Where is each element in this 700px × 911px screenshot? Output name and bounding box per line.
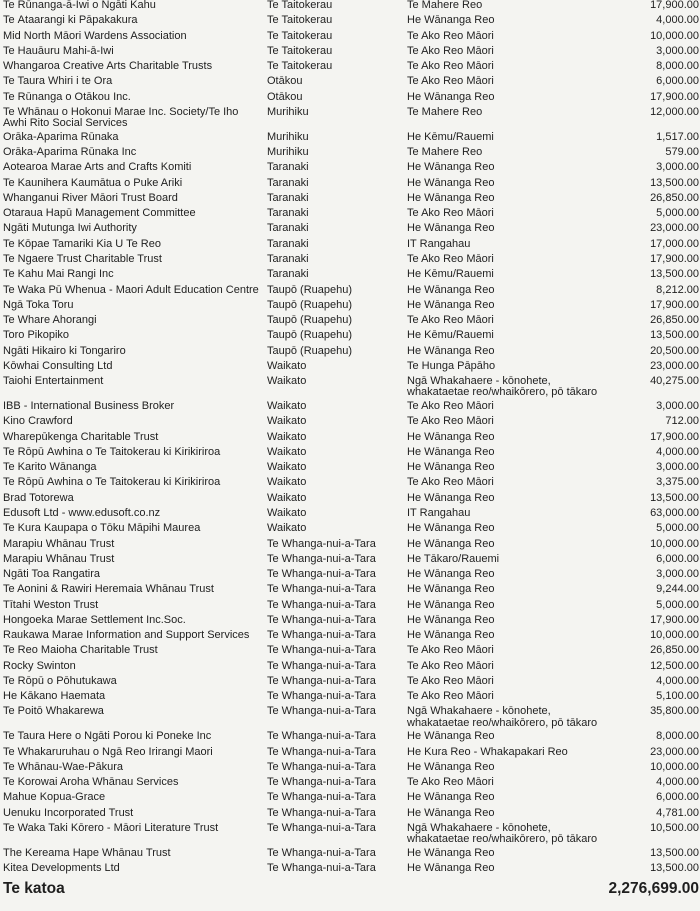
- recipient-name: Hongoeka Marae Settlement Inc.Soc.: [3, 614, 186, 626]
- category-cell: He Wānanga Reo: [407, 523, 495, 535]
- recipient-name: Te Reo Maioha Charitable Trust: [3, 645, 158, 657]
- category-cell: He Wānanga Reo: [407, 569, 495, 581]
- amount-cell: 10,000.00: [650, 538, 699, 550]
- table-row: [3, 298, 699, 313]
- recipient-name: Te Kaunihera Kaumātua o Puke Ariki: [3, 177, 183, 189]
- amount-cell: 3,375.00: [656, 477, 699, 489]
- table-row: [3, 674, 699, 689]
- amount-cell: 3,000.00: [656, 569, 699, 581]
- amount-cell: 8,212.00: [656, 284, 699, 296]
- amount-cell: 13,500.00: [650, 848, 699, 860]
- category-cell: He Wānanga Reo: [407, 431, 495, 443]
- amount-cell: 6,000.00: [656, 76, 699, 88]
- grants-table: [3, 0, 699, 898]
- region-cell: Taupō (Ruapehu): [267, 315, 353, 327]
- category-cell: He Kēmu/Rauemi: [407, 269, 494, 281]
- region-cell: Ōtākou: [267, 91, 303, 103]
- amount-cell: 8,000.00: [656, 731, 699, 743]
- category-cell: He Wānanga Reo: [407, 731, 495, 743]
- table-row: [3, 221, 699, 236]
- category-cell: Te Ako Reo Māori: [407, 253, 494, 265]
- region-cell: Te Whanga-nui-a-Tara: [267, 584, 376, 596]
- amount-cell: 5,000.00: [656, 523, 699, 535]
- recipient-name: Te Ngaere Trust Charitable Trust: [3, 253, 162, 265]
- region-cell: Te Whanga-nui-a-Tara: [267, 777, 376, 789]
- category-cell: Te Ako Reo Māori: [407, 76, 494, 88]
- region-cell: Te Whanga-nui-a-Tara: [267, 660, 376, 672]
- recipient-name: Wharepūkenga Charitable Trust: [3, 431, 159, 443]
- recipient-name: Otaraua Hapū Management Committee: [3, 208, 196, 220]
- table-row: [3, 13, 699, 28]
- recipient-name: The Kereama Hape Whānau Trust: [3, 848, 171, 860]
- amount-cell: 3,000.00: [656, 462, 699, 474]
- region-cell: Te Whanga-nui-a-Tara: [267, 630, 376, 642]
- category-cell: IT Rangahau: [407, 507, 471, 519]
- recipient-name: Taiohi Entertainment: [3, 376, 104, 388]
- region-cell: Te Whanga-nui-a-Tara: [267, 863, 376, 875]
- amount-cell: 17,900.00: [650, 253, 699, 265]
- amount-cell: 1,517.00: [656, 131, 699, 143]
- table-row: [3, 206, 699, 221]
- table-row: [3, 729, 699, 744]
- category-cell: He Wānanga Reo: [407, 446, 495, 458]
- category-cell: He Wānanga Reo: [407, 630, 495, 642]
- category-cell: He Wānanga Reo: [407, 284, 495, 296]
- amount-cell: 17,900.00: [650, 299, 699, 311]
- recipient-name: Mid North Māori Wardens Association: [3, 30, 187, 42]
- region-cell: Te Whanga-nui-a-Tara: [267, 645, 376, 657]
- recipient-name: Ngāti Hikairo ki Tongariro: [3, 345, 126, 357]
- recipient-name: Te Ātaarangi ki Pāpakakura: [3, 15, 138, 27]
- amount-cell: 26,850.00: [650, 645, 699, 657]
- table-row: [3, 44, 699, 59]
- category-cell: He Wānanga Reo: [407, 614, 495, 626]
- recipient-name: Te Aonini & Rawiri Heremaia Whānau Trust: [3, 584, 214, 596]
- table-row: [3, 775, 699, 790]
- recipient-name: Ngā Toka Toru: [3, 299, 74, 311]
- recipient-name: Te Rūnanga-ā-Iwi o Ngāti Kahu: [3, 0, 156, 11]
- total-label: Te katoa: [3, 879, 65, 897]
- table-row: [3, 613, 699, 628]
- recipient-name: Te Whānau-Wae-Pākura: [3, 761, 124, 773]
- table-row: [3, 130, 699, 145]
- recipient-name: Brad Totorewa: [3, 492, 74, 504]
- category-cell: Te Hunga Pāpāho: [407, 360, 496, 372]
- region-cell: Waikato: [267, 462, 307, 474]
- recipient-name: He Kākano Haemata: [3, 691, 106, 703]
- recipient-name: Te Whare Ahorangi: [3, 315, 97, 327]
- table-row: [3, 430, 699, 445]
- table-row: [3, 283, 699, 298]
- region-cell: Waikato: [267, 401, 307, 413]
- amount-cell: 17,900.00: [650, 431, 699, 443]
- category-cell: He Wānanga Reo: [407, 192, 495, 204]
- table-row: [3, 267, 699, 282]
- region-cell: Waikato: [267, 523, 307, 535]
- category-cell: He Wānanga Reo: [407, 584, 495, 596]
- region-cell: Taupō (Ruapehu): [267, 330, 353, 342]
- table-row: [3, 521, 699, 536]
- category-cell: He Wānanga Reo: [407, 863, 495, 875]
- region-cell: Waikato: [267, 507, 307, 519]
- recipient-name: Te Rūnanga o Ōtākou Inc.: [3, 91, 131, 103]
- category-cell: He Wānanga Reo: [407, 792, 495, 804]
- region-cell: Murihiku: [267, 106, 309, 118]
- region-cell: Taranaki: [267, 192, 309, 204]
- recipient-name: Te Korowai Aroha Whānau Services: [3, 777, 179, 789]
- category-cell: Te Ako Reo Māori: [407, 477, 494, 489]
- category-cell: He Wānanga Reo: [407, 538, 495, 550]
- table-row: [3, 552, 699, 567]
- recipient-name: Kitea Developments Ltd: [3, 863, 120, 875]
- table-row: [3, 598, 699, 613]
- category-cell: He Tākaro/Rauemi: [407, 553, 500, 565]
- category-cell: He Wānanga Reo: [407, 599, 495, 611]
- category-cell: He Wānanga Reo: [407, 492, 495, 504]
- table-row: [3, 176, 699, 191]
- table-row: [3, 704, 699, 729]
- region-cell: Te Whanga-nui-a-Tara: [267, 538, 376, 550]
- region-cell: Waikato: [267, 360, 307, 372]
- amount-cell: 13,500.00: [650, 863, 699, 875]
- grants-table-body: [3, 0, 699, 877]
- table-row: [3, 628, 699, 643]
- category-cell: He Wānanga Reo: [407, 462, 495, 474]
- recipient-name: Tītahi Weston Trust: [3, 599, 99, 611]
- table-row: [3, 191, 699, 206]
- amount-cell: 13,500.00: [650, 177, 699, 189]
- table-row: [3, 659, 699, 674]
- recipient-name: Whanganui River Māori Trust Board: [3, 192, 178, 204]
- recipient-name: Te Rōpū Āwhina o Te Taitokerau ki Kirikiriroa: [3, 446, 221, 458]
- amount-cell: 6,000.00: [656, 553, 699, 565]
- amount-cell: 8,000.00: [656, 61, 699, 73]
- table-row: [3, 237, 699, 252]
- region-cell: Te Whanga-nui-a-Tara: [267, 823, 376, 835]
- table-row: [3, 790, 699, 805]
- amount-cell: 4,000.00: [656, 15, 699, 27]
- amount-cell: 3,000.00: [656, 401, 699, 413]
- recipient-name: Kōwhai Consulting Ltd: [3, 360, 113, 372]
- amount-cell: 6,000.00: [656, 792, 699, 804]
- category-cell: IT Rangahau: [407, 238, 471, 250]
- amount-cell: 12,000.00: [650, 106, 699, 118]
- category-cell: Te Ako Reo Māori: [407, 315, 494, 327]
- table-row: [3, 414, 699, 429]
- region-cell: Murihiku: [267, 147, 309, 159]
- recipient-name: Te Taura Whiri i te Ora: [3, 76, 113, 88]
- table-row: [3, 90, 699, 105]
- recipient-name: Uenuku Incorporated Trust: [3, 807, 134, 819]
- amount-cell: 26,850.00: [650, 315, 699, 327]
- region-cell: Taupō (Ruapehu): [267, 284, 353, 296]
- table-row: [3, 313, 699, 328]
- category-cell: Te Ako Reo Māori: [407, 30, 494, 42]
- region-cell: Te Whanga-nui-a-Tara: [267, 746, 376, 758]
- table-row: [3, 445, 699, 460]
- category-cell: He Wānanga Reo: [407, 848, 495, 860]
- amount-cell: 63,000.00: [650, 507, 699, 519]
- region-cell: Te Whanga-nui-a-Tara: [267, 691, 376, 703]
- table-row: [3, 374, 699, 399]
- recipient-name: IBB - International Business Broker: [3, 401, 175, 413]
- region-cell: Waikato: [267, 492, 307, 504]
- region-cell: Taranaki: [267, 162, 309, 174]
- table-row: [3, 328, 699, 343]
- amount-cell: 10,000.00: [650, 30, 699, 42]
- category-cell: He Wānanga Reo: [407, 761, 495, 773]
- region-cell: Taranaki: [267, 253, 309, 265]
- table-row: [3, 821, 699, 846]
- table-row: [3, 399, 699, 414]
- recipient-name: Rocky Swinton: [3, 660, 76, 672]
- category-cell: Te Mahere Reo: [407, 147, 483, 159]
- amount-cell: 13,500.00: [650, 492, 699, 504]
- table-row: [3, 846, 699, 861]
- recipient-name: Te Taura Here o Ngāti Porou ki Poneke Inc: [3, 731, 212, 743]
- category-cell: He Kura Reo - Whakapakari Reo: [407, 746, 568, 758]
- category-cell: He Wānanga Reo: [407, 807, 495, 819]
- recipient-name: Te Karito Wānanga: [3, 462, 97, 474]
- recipient-name: Te Waka Taki Kōrero - Māori Literature Trust: [3, 823, 219, 835]
- amount-cell: 3,000.00: [656, 162, 699, 174]
- recipient-name: Te Kura Kaupapa o Tōku Māpihi Maurea: [3, 523, 201, 535]
- recipient-name: Orāka-Aparima Rūnaka Inc: [3, 147, 137, 159]
- region-cell: Te Whanga-nui-a-Tara: [267, 599, 376, 611]
- recipient-name: Te Hauāuru Mahi-ā-Iwi: [3, 45, 114, 57]
- table-row: [3, 745, 699, 760]
- recipient-name: Whangaroa Creative Arts Charitable Trusts: [3, 61, 213, 73]
- amount-cell: 5,000.00: [656, 599, 699, 611]
- recipient-name: Edusoft Ltd - www.edusoft.co.nz: [3, 507, 161, 519]
- recipient-name: Te Waka Pū Whenua - Maori Adult Education Centre: [3, 284, 259, 296]
- category-cell: Te Ako Reo Māori: [407, 645, 494, 657]
- table-row: [3, 689, 699, 704]
- amount-cell: 5,000.00: [656, 208, 699, 220]
- category-cell: Te Ako Reo Māori: [407, 675, 494, 687]
- table-row: [3, 582, 699, 597]
- table-row: [3, 105, 699, 130]
- region-cell: Waikato: [267, 376, 307, 388]
- category-cell: He Wānanga Reo: [407, 345, 495, 357]
- region-cell: Te Whanga-nui-a-Tara: [267, 731, 376, 743]
- recipient-name: Marapiu Whānau Trust: [3, 538, 115, 550]
- category-cell: Te Ako Reo Māori: [407, 61, 494, 73]
- category-cell: Te Ako Reo Māori: [407, 401, 494, 413]
- region-cell: Te Whanga-nui-a-Tara: [267, 675, 376, 687]
- table-row: [3, 460, 699, 475]
- amount-cell: 10,500.00: [650, 823, 699, 835]
- region-cell: Te Whanga-nui-a-Tara: [267, 761, 376, 773]
- amount-cell: 4,781.00: [656, 807, 699, 819]
- region-cell: Te Whanga-nui-a-Tara: [267, 614, 376, 626]
- category-cell: Te Ako Reo Māori: [407, 45, 494, 57]
- region-cell: Ōtākou: [267, 76, 303, 88]
- amount-cell: 12,500.00: [650, 660, 699, 672]
- category-cell: He Wānanga Reo: [407, 223, 495, 235]
- region-cell: Te Taitokerau: [267, 30, 333, 42]
- category-cell: Te Ako Reo Māori: [407, 691, 494, 703]
- recipient-name: Aotearoa Marae Arts and Crafts Komiti: [3, 162, 192, 174]
- amount-cell: 10,000.00: [650, 630, 699, 642]
- category-cell: He Wānanga Reo: [407, 15, 495, 27]
- amount-cell: 17,000.00: [650, 238, 699, 250]
- amount-cell: 17,900.00: [650, 614, 699, 626]
- amount-cell: 17,900.00: [650, 91, 699, 103]
- region-cell: Te Taitokerau: [267, 15, 333, 27]
- region-cell: Te Whanga-nui-a-Tara: [267, 553, 376, 565]
- region-cell: Taranaki: [267, 238, 309, 250]
- table-row: [3, 861, 699, 876]
- region-cell: Waikato: [267, 431, 307, 443]
- amount-cell: 712.00: [665, 416, 699, 428]
- recipient-name: Ngāti Mutunga Iwi Authority: [3, 223, 137, 235]
- recipient-name: Te Rōpū Āwhina o Te Taitokerau ki Kirikiriroa: [3, 477, 221, 489]
- table-row: [3, 567, 699, 582]
- category-cell: Ngā Whakahaere - kōnohete, whakataetae reo/whaikōrero, pō tākaro: [407, 376, 598, 399]
- table-row: [3, 491, 699, 506]
- recipient-name: Toro Pikopiko: [3, 330, 70, 342]
- region-cell: Taranaki: [267, 208, 309, 220]
- region-cell: Waikato: [267, 416, 307, 428]
- amount-cell: 13,500.00: [650, 269, 699, 281]
- amount-cell: 17,900.00: [650, 0, 699, 11]
- recipient-name: Marapiu Whānau Trust: [3, 553, 115, 565]
- total-row: [3, 877, 699, 898]
- region-cell: Waikato: [267, 446, 307, 458]
- region-cell: Taranaki: [267, 177, 309, 189]
- table-row: [3, 806, 699, 821]
- category-cell: He Wānanga Reo: [407, 299, 495, 311]
- amount-cell: 4,000.00: [656, 777, 699, 789]
- recipient-name: Te Whānau o Hokonui Marae Inc. Society/Te Iho Awhi Rito Social Services: [3, 106, 239, 130]
- table-row: [3, 506, 699, 521]
- amount-cell: 20,500.00: [650, 345, 699, 357]
- recipient-name: Ngāti Toa Rangatira: [3, 569, 101, 581]
- amount-cell: 9,244.00: [656, 584, 699, 596]
- category-cell: Ngā Whakahaere - kōnohete, whakataetae reo/whaikōrero, pō tākaro: [407, 823, 598, 846]
- amount-cell: 23,000.00: [650, 746, 699, 758]
- total-amount: 2,276,699.00: [608, 879, 699, 897]
- region-cell: Te Whanga-nui-a-Tara: [267, 569, 376, 581]
- amount-cell: 579.00: [665, 147, 699, 159]
- region-cell: Taranaki: [267, 223, 309, 235]
- amount-cell: 3,000.00: [656, 45, 699, 57]
- category-cell: He Wānanga Reo: [407, 91, 495, 103]
- recipient-name: Te Kōpae Tamariki Kia Ū Te Reo: [3, 238, 161, 250]
- amount-cell: 5,100.00: [656, 691, 699, 703]
- recipient-name: Te Kahu Mai Rangi Inc: [3, 269, 114, 281]
- category-cell: Te Mahere Reo: [407, 106, 483, 118]
- amount-cell: 40,275.00: [650, 376, 699, 388]
- amount-cell: 4,000.00: [656, 675, 699, 687]
- recipient-name: Kino Crawford: [3, 416, 73, 428]
- category-cell: Te Ako Reo Māori: [407, 777, 494, 789]
- region-cell: Te Taitokerau: [267, 0, 333, 11]
- amount-cell: 26,850.00: [650, 192, 699, 204]
- table-row: [3, 29, 699, 44]
- category-cell: Ngā Whakahaere - kōnohete, whakataetae reo/whaikōrero, pō tākaro: [407, 706, 598, 729]
- table-row: [3, 359, 699, 374]
- table-row: [3, 59, 699, 74]
- amount-cell: 13,500.00: [650, 330, 699, 342]
- category-cell: He Kēmu/Rauemi: [407, 330, 494, 342]
- table-row: [3, 760, 699, 775]
- amount-cell: 23,000.00: [650, 223, 699, 235]
- region-cell: Te Whanga-nui-a-Tara: [267, 706, 376, 718]
- region-cell: Taupō (Ruapehu): [267, 345, 353, 357]
- table-row: [3, 344, 699, 359]
- recipient-name: Orāka-Aparima Rūnaka: [3, 131, 119, 143]
- table-row: [3, 643, 699, 658]
- region-cell: Taranaki: [267, 269, 309, 281]
- table-row: [3, 475, 699, 490]
- region-cell: Te Whanga-nui-a-Tara: [267, 848, 376, 860]
- amount-cell: 4,000.00: [656, 446, 699, 458]
- region-cell: Taupō (Ruapehu): [267, 299, 353, 311]
- table-row: [3, 145, 699, 160]
- region-cell: Murihiku: [267, 131, 309, 143]
- table-row: [3, 537, 699, 552]
- amount-cell: 23,000.00: [650, 360, 699, 372]
- table-row: [3, 252, 699, 267]
- amount-cell: 35,800.00: [650, 706, 699, 718]
- recipient-name: Te Rōpū o Pōhutukawa: [3, 675, 117, 687]
- category-cell: Te Ako Reo Māori: [407, 416, 494, 428]
- recipient-name: Te Whakaruruhau o Ngā Reo Irirangi Maori: [3, 746, 213, 758]
- amount-cell: 10,000.00: [650, 761, 699, 773]
- table-row: [3, 74, 699, 89]
- category-cell: Te Ako Reo Māori: [407, 660, 494, 672]
- category-cell: Te Mahere Reo: [407, 0, 483, 11]
- recipient-name: Te Poitō Whakarewa: [3, 706, 104, 718]
- region-cell: Te Whanga-nui-a-Tara: [267, 792, 376, 804]
- category-cell: He Wānanga Reo: [407, 177, 495, 189]
- region-cell: Te Whanga-nui-a-Tara: [267, 807, 376, 819]
- category-cell: Te Ako Reo Māori: [407, 208, 494, 220]
- recipient-name: Raukawa Marae Information and Support Services: [3, 630, 250, 642]
- table-row: [3, 0, 699, 13]
- recipient-name: Mahue Kopua-Grace: [3, 792, 106, 804]
- region-cell: Waikato: [267, 477, 307, 489]
- region-cell: Te Taitokerau: [267, 61, 333, 73]
- category-cell: He Wānanga Reo: [407, 162, 495, 174]
- category-cell: He Kēmu/Rauemi: [407, 131, 494, 143]
- table-row: [3, 160, 699, 175]
- region-cell: Te Taitokerau: [267, 45, 333, 57]
